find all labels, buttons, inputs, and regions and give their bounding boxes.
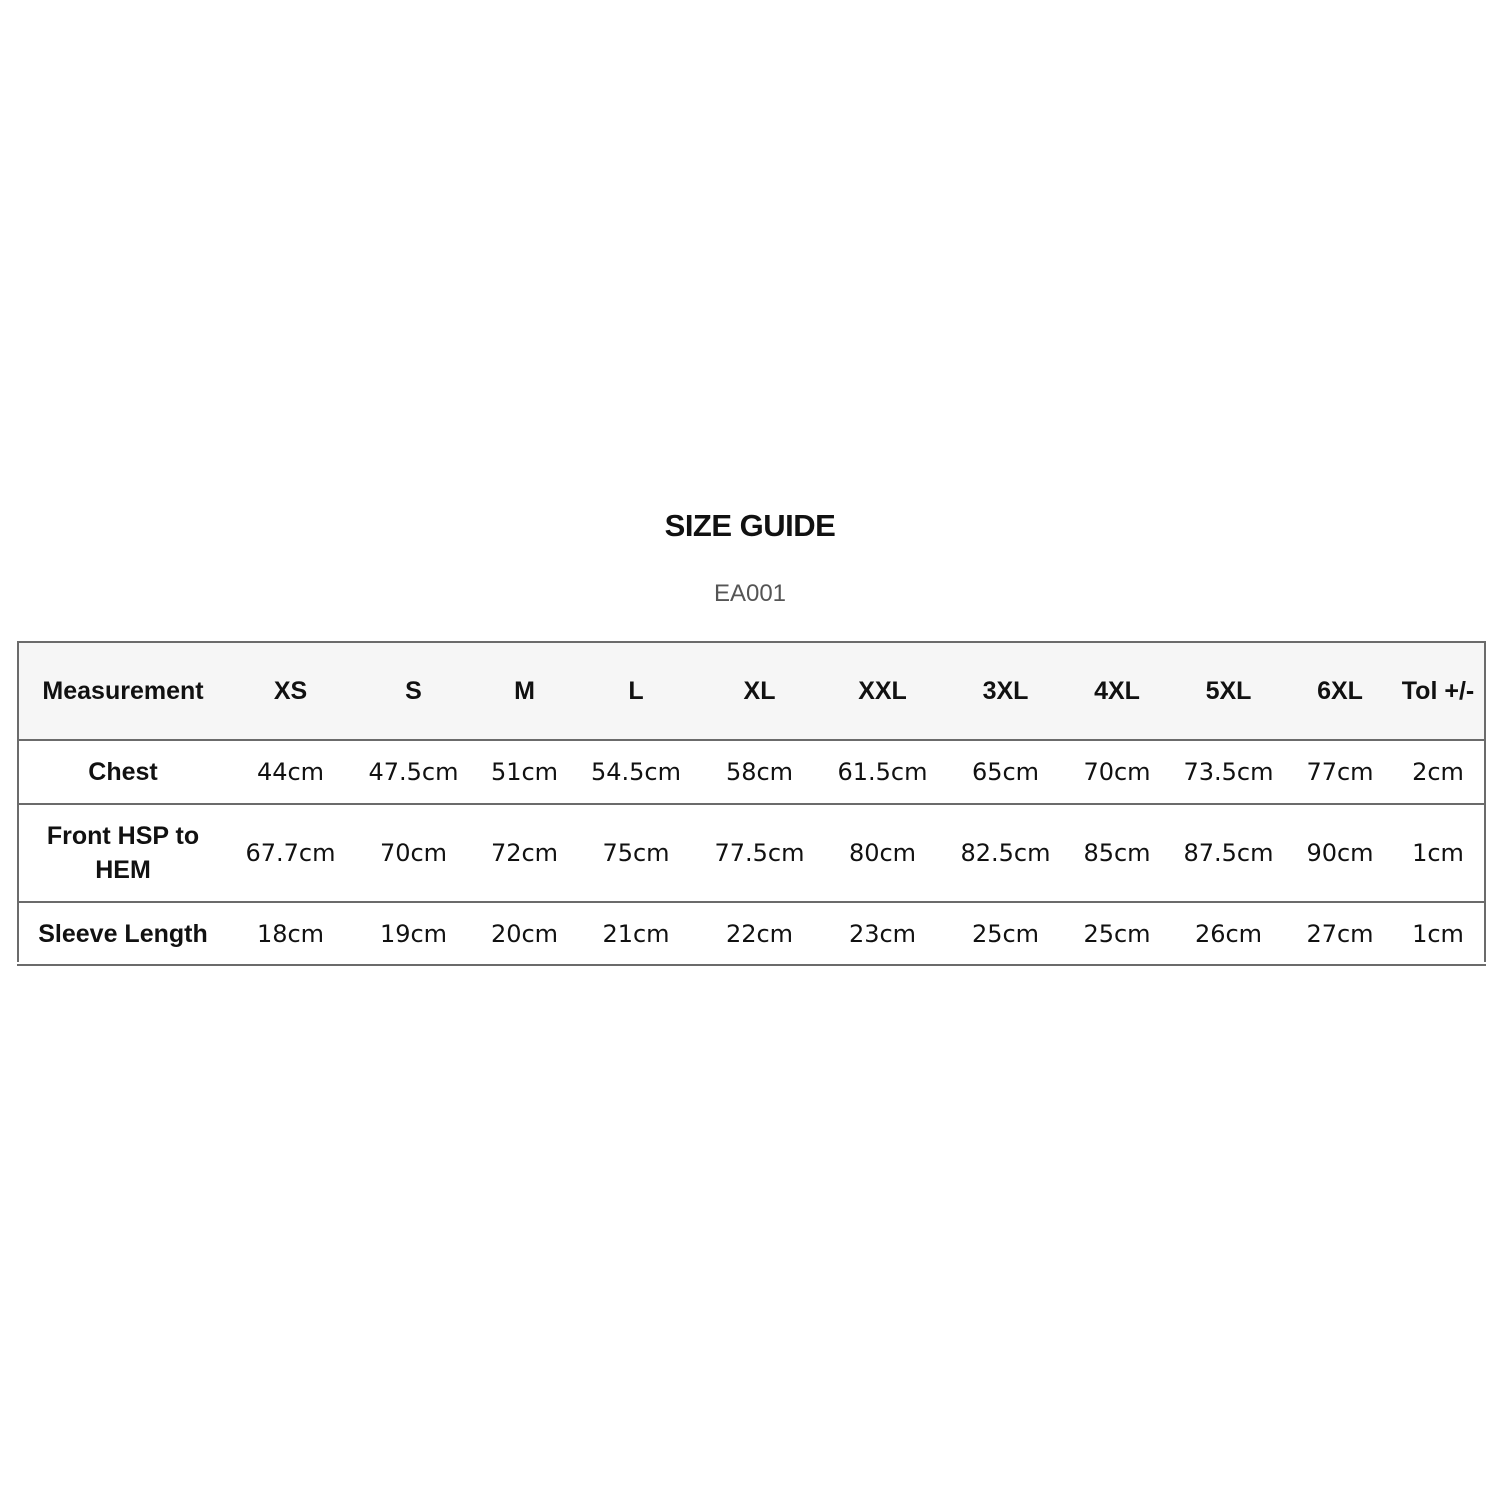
table-header-row (17, 642, 1486, 740)
table-cell: 58cm (698, 740, 821, 804)
product-code: EA001 (713, 580, 787, 607)
table-cell: 2cm (1390, 740, 1486, 804)
table-cell: 1cm (1390, 902, 1486, 965)
header-5xl: 5XL (1167, 642, 1290, 740)
table-cell: 67.7cm (229, 804, 352, 902)
table-cell: 22cm (698, 902, 821, 965)
table-cell: 72cm (475, 804, 574, 902)
table-cell: 87.5cm (1167, 804, 1290, 902)
table-cell: 73.5cm (1167, 740, 1290, 804)
row-label-chest: Chest (17, 740, 229, 804)
table-cell: 82.5cm (944, 804, 1067, 902)
table-row (17, 804, 1486, 902)
table-cell: 1cm (1390, 804, 1486, 902)
header-tolerance: Tol +/- (1390, 642, 1486, 740)
table-cell: 70cm (1067, 740, 1167, 804)
table-cell: 26cm (1167, 902, 1290, 965)
size-guide-table (17, 641, 1486, 966)
table-cell: 18cm (229, 902, 352, 965)
table-cell: 85cm (1067, 804, 1167, 902)
table-cell: 80cm (821, 804, 944, 902)
table-cell: 90cm (1290, 804, 1390, 902)
table-cell: 23cm (821, 902, 944, 965)
table-cell: 70cm (352, 804, 475, 902)
table-cell: 61.5cm (821, 740, 944, 804)
table-cell: 77.5cm (698, 804, 821, 902)
header-6xl: 6XL (1290, 642, 1390, 740)
table-cell: 19cm (352, 902, 475, 965)
table-row (17, 902, 1486, 965)
header-l: L (574, 642, 698, 740)
table-cell: 51cm (475, 740, 574, 804)
header-m: M (475, 642, 574, 740)
table-cell: 25cm (944, 902, 1067, 965)
table-row (17, 740, 1486, 804)
header-xxl: XXL (821, 642, 944, 740)
header-xl: XL (698, 642, 821, 740)
table-cell: 54.5cm (574, 740, 698, 804)
table-cell: 27cm (1290, 902, 1390, 965)
table-cell: 75cm (574, 804, 698, 902)
page-title: SIZE GUIDE (664, 508, 836, 543)
table-cell: 20cm (475, 902, 574, 965)
table-cell: 21cm (574, 902, 698, 965)
header-measurement: Measurement (17, 642, 229, 740)
row-label-sleeve-length: Sleeve Length (17, 902, 229, 965)
table-cell: 47.5cm (352, 740, 475, 804)
header-4xl: 4XL (1067, 642, 1167, 740)
header-s: S (352, 642, 475, 740)
header-3xl: 3XL (944, 642, 1067, 740)
table-cell: 25cm (1067, 902, 1167, 965)
header-xs: XS (229, 642, 352, 740)
table-cell: 65cm (944, 740, 1067, 804)
row-label-front-hsp-to-hem: Front HSP to HEM (17, 804, 229, 902)
table-cell: 44cm (229, 740, 352, 804)
table-cell: 77cm (1290, 740, 1390, 804)
